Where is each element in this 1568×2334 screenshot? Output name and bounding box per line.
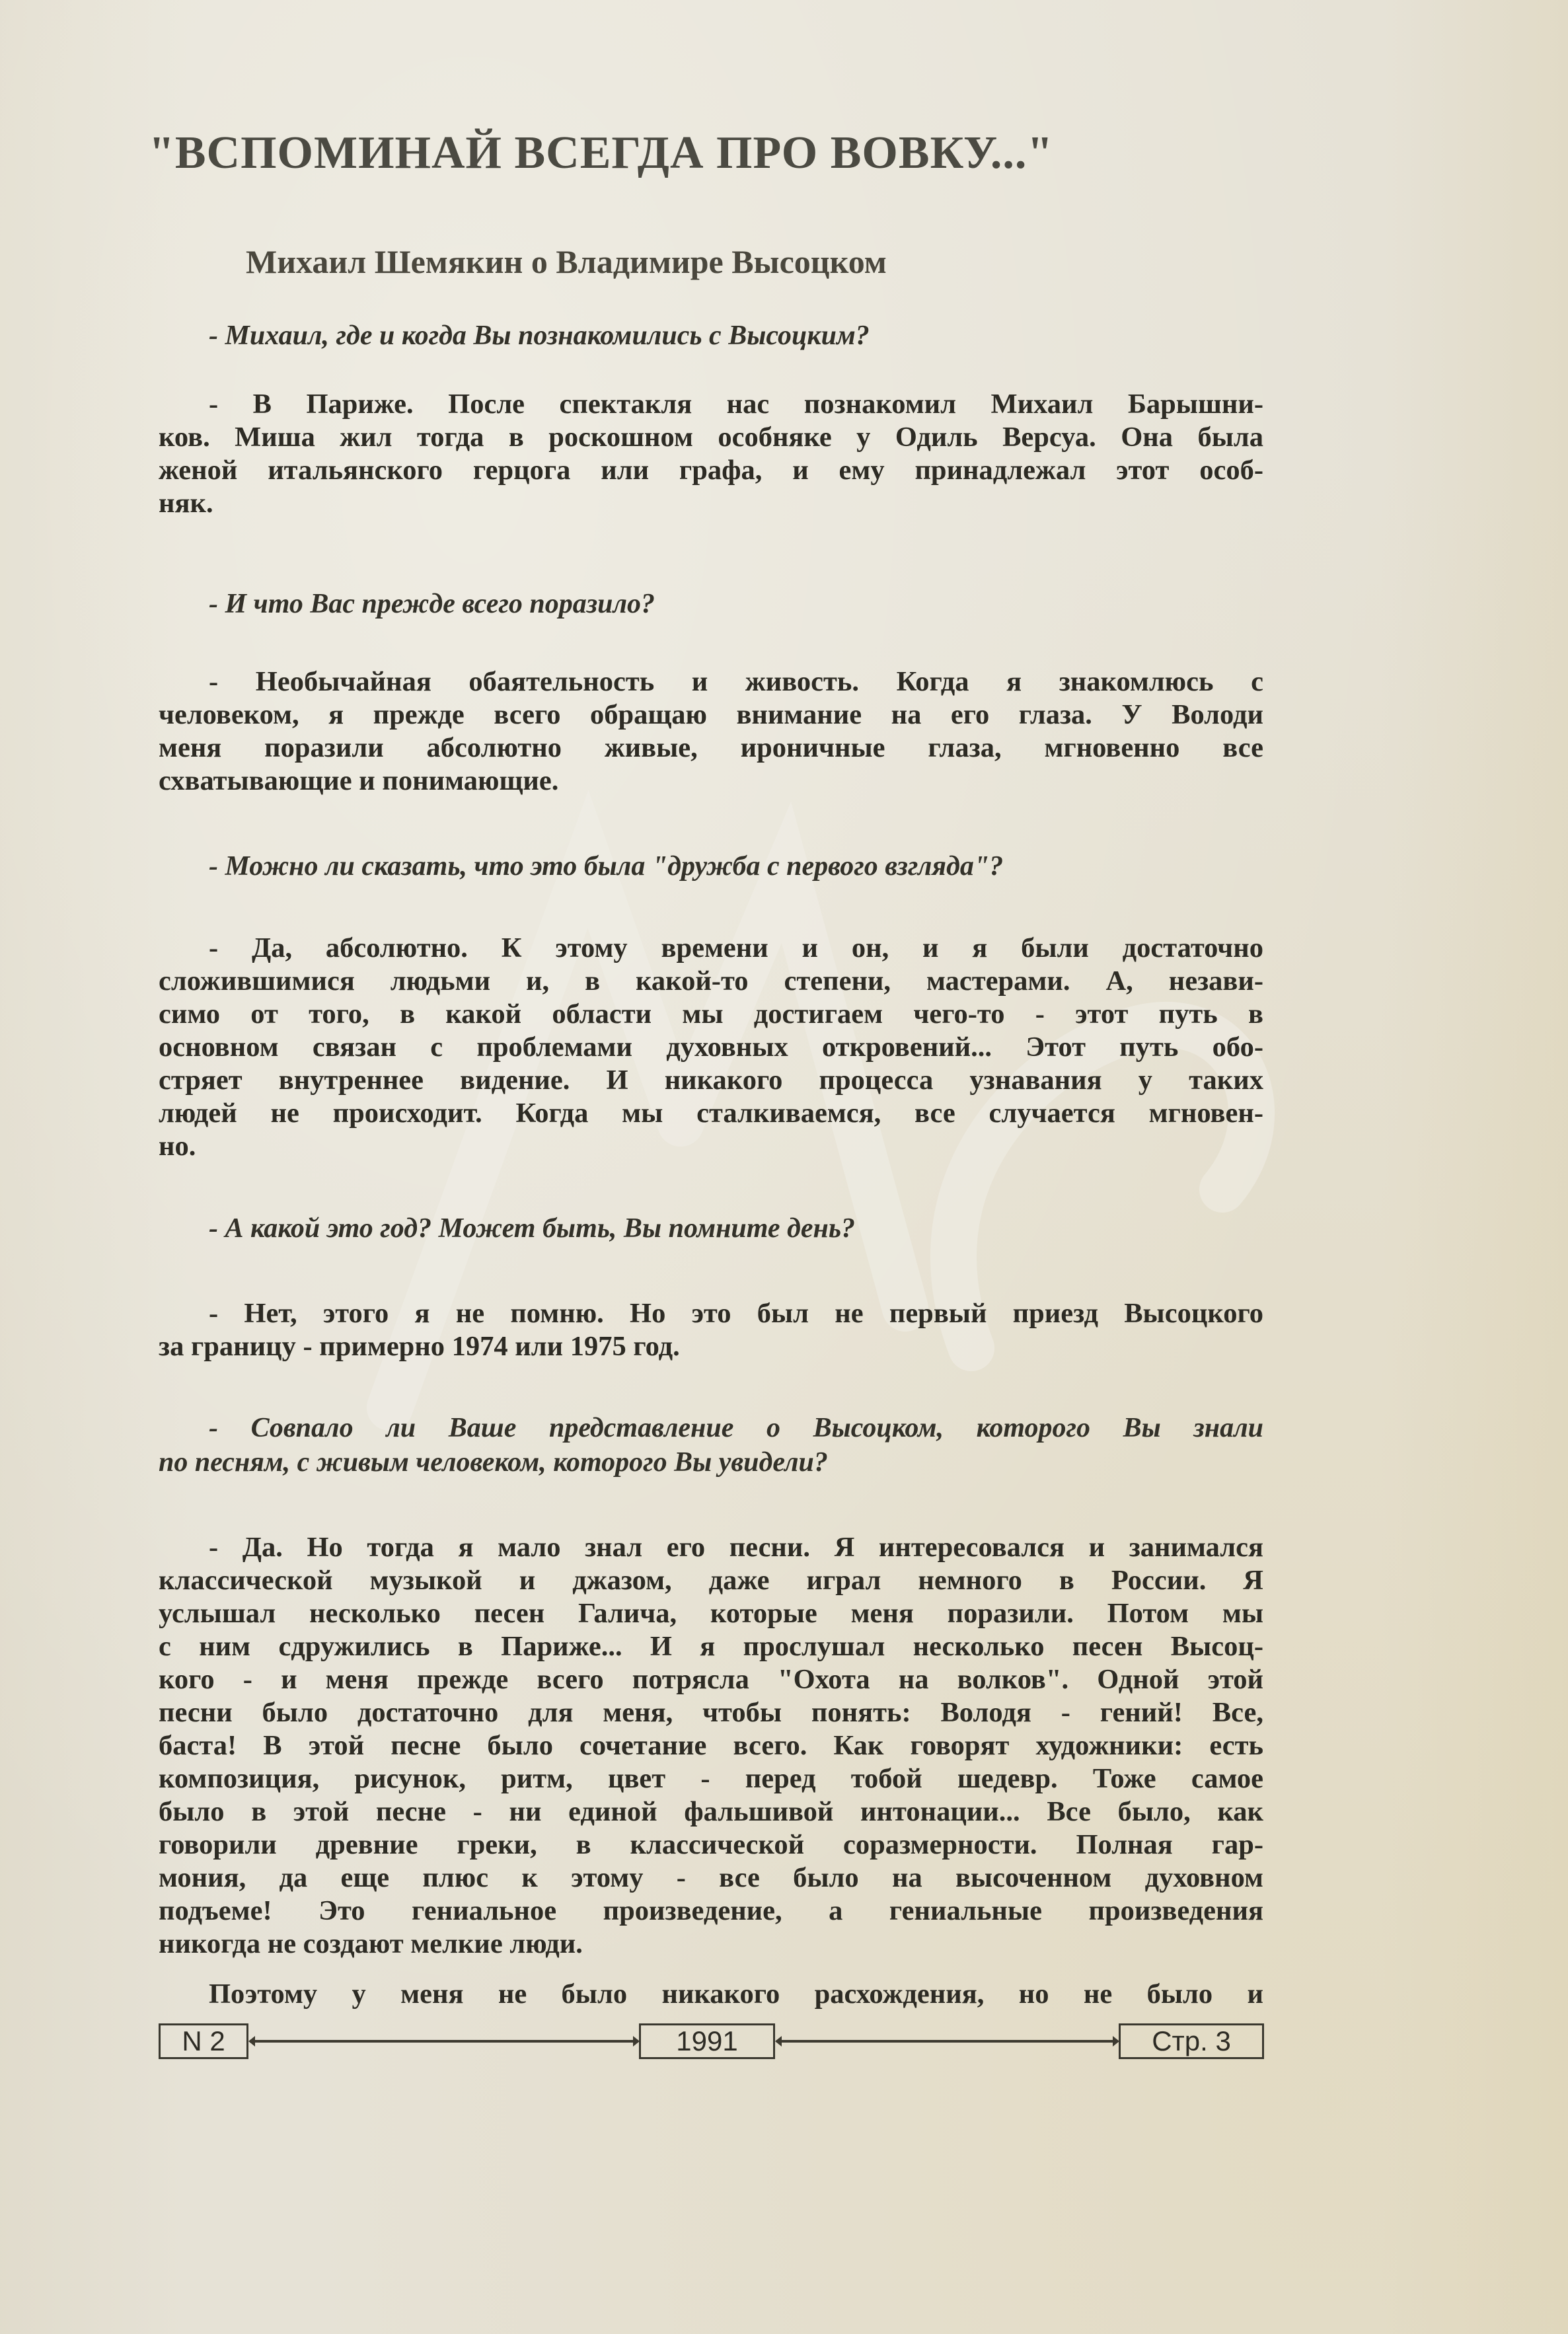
answer-line: - Да, абсолютно. К этому времени и он, и я были достаточно [209,932,1263,963]
answer-line: - В Париже. После спектакля нас познакомил Михаил Барышни- [209,389,1263,420]
answer-line: меня поразили абсолютно живые, ироничные глаза, мгновенно все [159,732,1263,763]
interview-question: - И что Вас прежде всего поразило? [209,589,655,619]
interview-question: - Можно ли сказать, что это была "дружба с первого взгляда"? [209,851,1004,882]
interview-question: - Михаил, где и когда Вы познакомились с Высоцким? [209,320,870,351]
answer-line: ков. Миша жил тогда в роскошном особняке у Одиль Версуа. Она была [159,422,1263,453]
answer-line: женой итальянского герцога или графа, и ему принадлежал этот особ- [159,455,1263,486]
answer-line: было в этой песне - ни единой фальшивой интонации... Все было, как [159,1796,1263,1827]
footer-connector-right [776,2040,1118,2043]
answer-line: людей не происходит. Когда мы сталкиваемся, все случается мгновен- [159,1098,1263,1129]
answer-line: за границу - примерно 1974 или 1975 год. [159,1331,680,1362]
answer-line: - Необычайная обаятельность и живость. Когда я знакомлюсь с [209,666,1263,697]
issue-number-box: N 2 [159,2023,248,2059]
answer-line: основном связан с проблемами духовных откровений... Этот путь обо- [159,1032,1263,1063]
footer-connector-left [250,2040,638,2043]
answer-line: стряет внутреннее видение. И никакого процесса узнавания у таких [159,1065,1263,1096]
article-subtitle: Михаил Шемякин о Владимире Высоцком [246,243,887,280]
article-title: "ВСПОМИНАЙ ВСЕГДА ПРО ВОВКУ..." [149,127,1054,178]
answer-line: услышал несколько песен Галича, которые меня поразили. Потом мы [159,1598,1263,1629]
interview-question-continued: по песням, с живым человеком, которого Вы увидели? [159,1447,828,1478]
answer-line: классической музыкой и джазом, даже играл немного в России. Я [159,1565,1263,1596]
year-box: 1991 [639,2023,775,2059]
answer-line: говорили древние греки, в классической соразмерности. Полная гар- [159,1829,1263,1860]
answer-line: подъеме! Это гениальное произведение, а гениальные произведения [159,1895,1263,1926]
answer-line: - Да. Но тогда я мало знал его песни. Я интересовался и занимался [209,1532,1263,1563]
answer-line: композиция, рисунок, ритм, цвет - перед тобой шедевр. Тоже самое [159,1763,1263,1794]
answer-line: сложившимися людьми и, в какой-то степени, мастерами. А, незави- [159,965,1263,997]
answer-line: мония, да еще плюс к этому - все было на высоченном духовном [159,1862,1263,1893]
answer-line: схватывающие и понимающие. [159,765,559,796]
arrow-left-icon [248,2036,255,2047]
answer-line: но. [159,1131,196,1162]
interview-question: - А какой это год? Может быть, Вы помните день? [209,1213,856,1244]
answer-line: с ним сдружились в Париже... И я прослушал несколько песен Высоц- [159,1631,1263,1662]
answer-line: кого - и меня прежде всего потрясла "Охота на волков". Одной этой [159,1664,1263,1695]
continuation-line: Поэтому у меня не было никакого расхождения, но не было и [209,1978,1263,2010]
arrow-left-icon [775,2036,782,2047]
answer-line: симо от того, в какой области мы достигаем чего-то - этот путь в [159,998,1263,1030]
interview-question: - Совпало ли Ваше представление о Высоцком, которого Вы знали [209,1413,1263,1443]
answer-line: никогда не создают мелкие люди. [159,1928,583,1959]
answer-line: баста! В этой песне было сочетание всего. Как говорят художники: есть [159,1730,1263,1761]
answer-line: человеком, я прежде всего обращаю внимание на его глаза. У Володи [159,699,1263,730]
answer-line: няк. [159,488,213,519]
answer-line: песни было достаточно для меня, чтобы понять: Володя - гений! Все, [159,1697,1263,1728]
answer-line: - Нет, этого я не помню. Но это был не первый приезд Высоцкого [209,1298,1263,1329]
page-number-box: Стр. 3 [1119,2023,1264,2059]
